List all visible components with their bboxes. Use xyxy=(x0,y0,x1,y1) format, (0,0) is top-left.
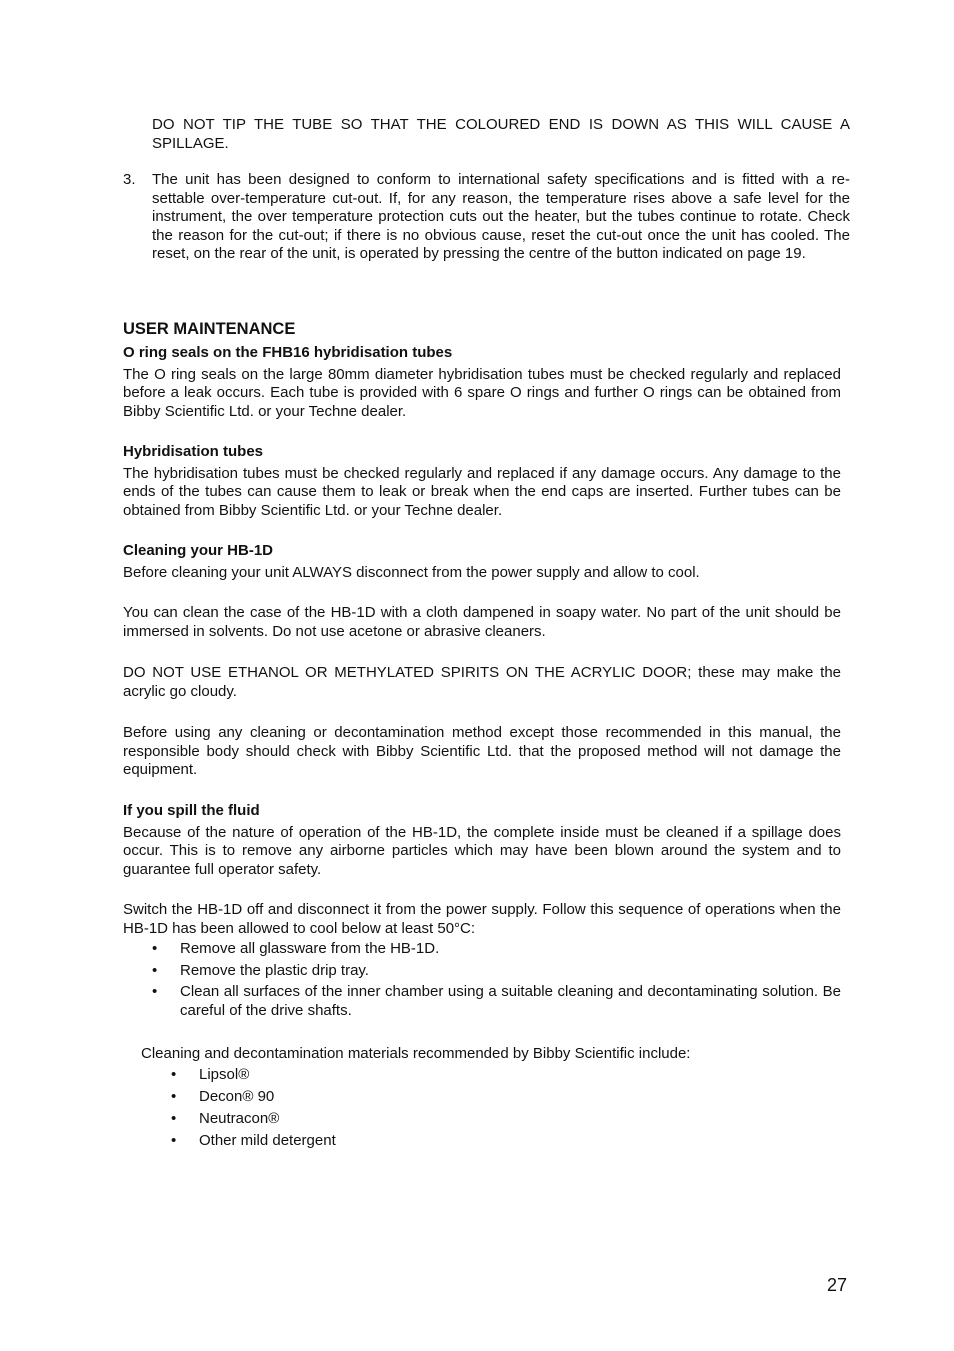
materials-list xyxy=(123,1066,623,1151)
cleaning-p2: You can clean the case of the HB-1D with a cloth dampened in soapy water. No part of the unit should be immersed in solvents. Do not use acetone or abrasive cleaners. xyxy=(123,604,841,640)
material-name: Decon® 90 xyxy=(199,1087,275,1105)
oring-text: The O ring seals on the large 80mm diameter hybridisation tubes must be checked regularly and replaced before a leak occurs. Each tube is provided with 6 spare O rings and further O rings can be obtained from Bibby Scientific Ltd. or your Techne dealer. xyxy=(123,365,841,420)
tubes-section xyxy=(123,443,841,520)
bullet: • xyxy=(171,1087,177,1105)
user-maintenance-title-block xyxy=(123,320,841,339)
bullet: • xyxy=(152,940,158,958)
oring-section xyxy=(123,344,841,421)
step-text: Clean all surfaces of the inner chamber using a suitable cleaning and decontaminating solution. Be careful of the drive shafts. xyxy=(180,983,841,1019)
oring-heading: O ring seals on the FHB16 hybridisation tubes xyxy=(123,344,453,361)
spill-procedure xyxy=(123,901,841,1024)
section-title: USER MAINTENANCE xyxy=(123,320,296,338)
cleaning-p1: Before cleaning your unit ALWAYS disconnect from the power supply and allow to cool. xyxy=(123,563,700,581)
list-item xyxy=(123,940,841,959)
cleaning-p4-block xyxy=(123,724,841,780)
material-name: Neutracon® xyxy=(199,1109,280,1127)
list-item xyxy=(123,1132,623,1151)
spill-p1: Because of the nature of operation of the HB-1D, the complete inside must be cleaned if a spillage does occur. This is to remove any airborne particles which may have been blown around the system and to guarantee full operator safety. xyxy=(123,823,841,878)
cleaning-p3-block xyxy=(123,664,841,701)
item-number: 3. xyxy=(123,171,136,188)
bullet: • xyxy=(171,1109,177,1127)
cleaning-section xyxy=(123,542,841,582)
list-item xyxy=(123,1088,623,1107)
list-item xyxy=(123,983,841,1020)
bullet: • xyxy=(171,1131,177,1149)
materials-block xyxy=(141,1045,841,1064)
spill-heading: If you spill the fluid xyxy=(123,802,260,819)
list-item xyxy=(123,1110,623,1129)
intro-warning xyxy=(152,116,850,153)
spill-section xyxy=(123,802,841,879)
cleaning-p4: Before using any cleaning or decontamination method except those recommended in this manual, the responsible body should check with Bibby Scientific Ltd. that the proposed method will not damage the equipment. xyxy=(123,724,841,779)
material-name: Lipsol® xyxy=(199,1066,250,1083)
spill-steps-list xyxy=(123,940,841,1020)
step-text: Remove the plastic drip tray. xyxy=(180,961,369,979)
cleaning-heading: Cleaning your HB-1D xyxy=(123,542,274,559)
intro-warning-text: DO NOT TIP THE TUBE SO THAT THE COLOURED END IS DOWN AS THIS WILL CAUSE A SPILLAGE. xyxy=(152,116,850,152)
list-item xyxy=(123,1066,623,1085)
bullet: • xyxy=(152,983,158,1001)
materials-list-block xyxy=(123,1066,623,1154)
cleaning-p2-block xyxy=(123,604,841,641)
item-3-text: The unit has been designed to conform to international safety specifications and is fitted with a re-settable over-temperature cut-out. If, for any reason, the temperature rises above a safe level for the instrument, the over temperature protection cuts out the heater, but the tubes continue to rotate. Check the reason for the cut-out; if there is no obvious cause, reset the cut-out once the unit has cooled. The reset, on the rear of the unit, is operated by pressing the centre of the button indicated on page 19. xyxy=(152,171,850,263)
list-item xyxy=(123,962,841,981)
materials-intro: Cleaning and decontamination materials recommended by Bibby Scientific include: xyxy=(141,1045,691,1062)
page-number: 27 xyxy=(827,1275,848,1295)
tubes-text: The hybridisation tubes must be checked regularly and replaced if any damage occurs. Any damage to the ends of the tubes can cause them to leak or break when the end caps are inserted. Further tubes can be obtained from Bibby Scientific Ltd. or your Techne dealer. xyxy=(123,464,841,519)
tubes-heading: Hybridisation tubes xyxy=(123,443,264,460)
bullet: • xyxy=(152,961,158,979)
step-text: Remove all glassware from the HB-1D. xyxy=(180,940,440,958)
cleaning-p3: DO NOT USE ETHANOL OR METHYLATED SPIRITS ON THE ACRYLIC DOOR; these may make the acrylic go cloudy. xyxy=(123,664,841,700)
material-name: Other mild detergent xyxy=(199,1131,336,1149)
spill-p2: Switch the HB-1D off and disconnect it from the power supply. Follow this sequence of operations when the HB-1D has been allowed to cool below at least 50°C: xyxy=(123,901,841,937)
bullet: • xyxy=(171,1066,177,1083)
